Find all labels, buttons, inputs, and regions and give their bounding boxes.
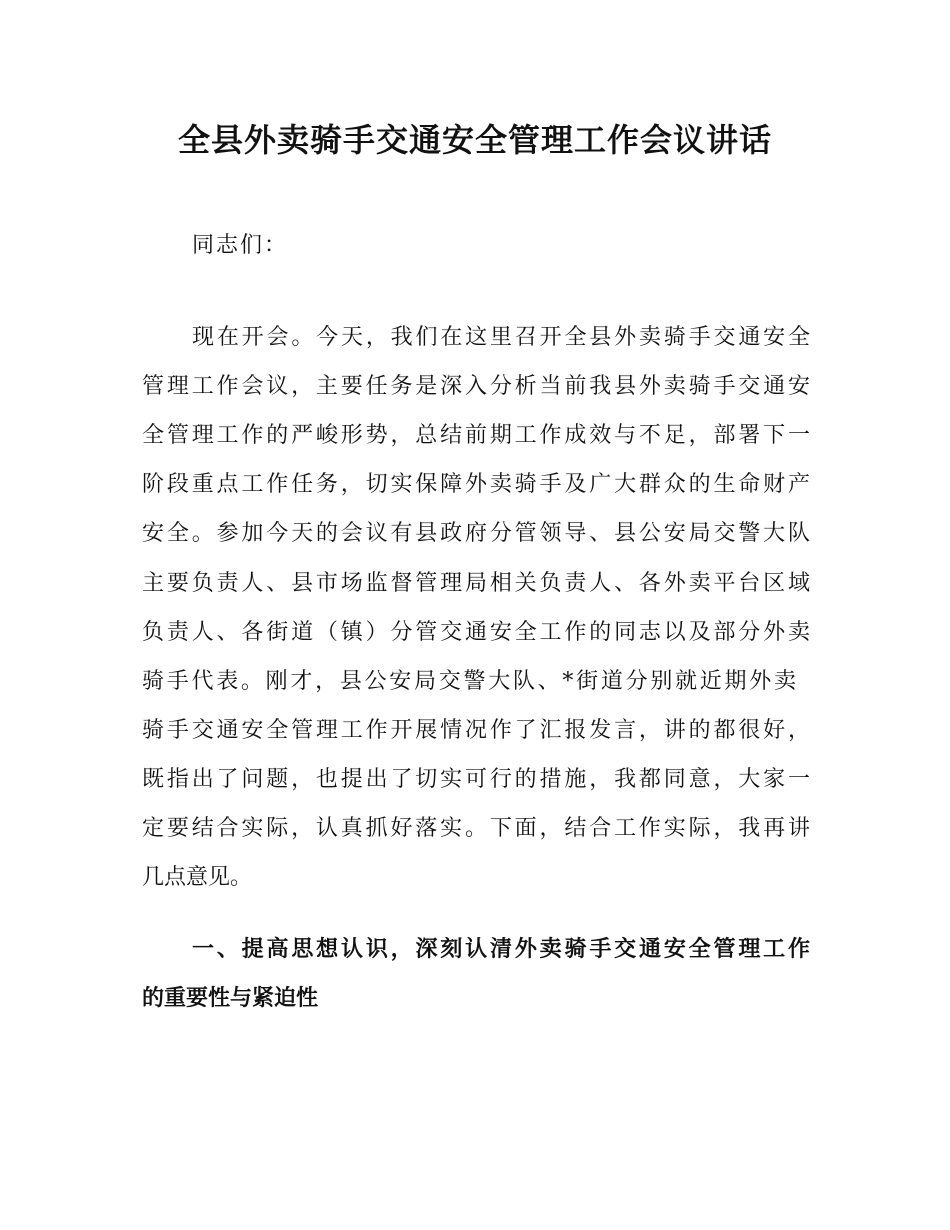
paragraph-line: 全管理工作的严峻形势，总结前期工作成效与不足，部署下一 (142, 423, 810, 448)
paragraph-line: 负责人、各街道（镇）分管交通安全工作的同志以及部分外卖 (142, 620, 810, 645)
paragraph-line: 骑手交通安全管理工作开展情况作了汇报发言，讲的都很好， (142, 718, 810, 743)
paragraph-line: 现在开会。今天，我们在这里召开全县外卖骑手交通安全 (192, 325, 810, 350)
document-title: 全县外卖骑手交通安全管理工作会议讲话 (177, 121, 772, 159)
paragraph-line: 安全。参加今天的会议有县政府分管领导、县公安局交警大队 (142, 521, 810, 546)
paragraph-line: 主要负责人、县市场监督管理局相关负责人、各外卖平台区域 (142, 571, 810, 596)
greeting: 同志们： (192, 233, 289, 258)
paragraph-line: 阶段重点工作任务，切实保障外卖骑手及广大群众的生命财产 (142, 472, 810, 497)
paragraph-line: 管理工作会议，主要任务是深入分析当前我县外卖骑手交通安 (142, 374, 810, 399)
paragraph-line: 既指出了问题，也提出了切实可行的措施，我都同意，大家一 (142, 767, 810, 792)
paragraph-line: 骑手代表。刚才，县公安局交警大队、*街道分别就近期外卖 (142, 669, 796, 694)
paragraph-line: 几点意见。 (142, 865, 253, 890)
paragraph-line: 定要结合实际，认真抓好落实。下面，结合工作实际，我再讲 (142, 816, 810, 841)
section-heading-line: 一、提高思想认识，深刻认清外卖骑手交通安全管理工作 (192, 937, 810, 962)
section-heading-line: 的重要性与紧迫性 (142, 986, 319, 1011)
